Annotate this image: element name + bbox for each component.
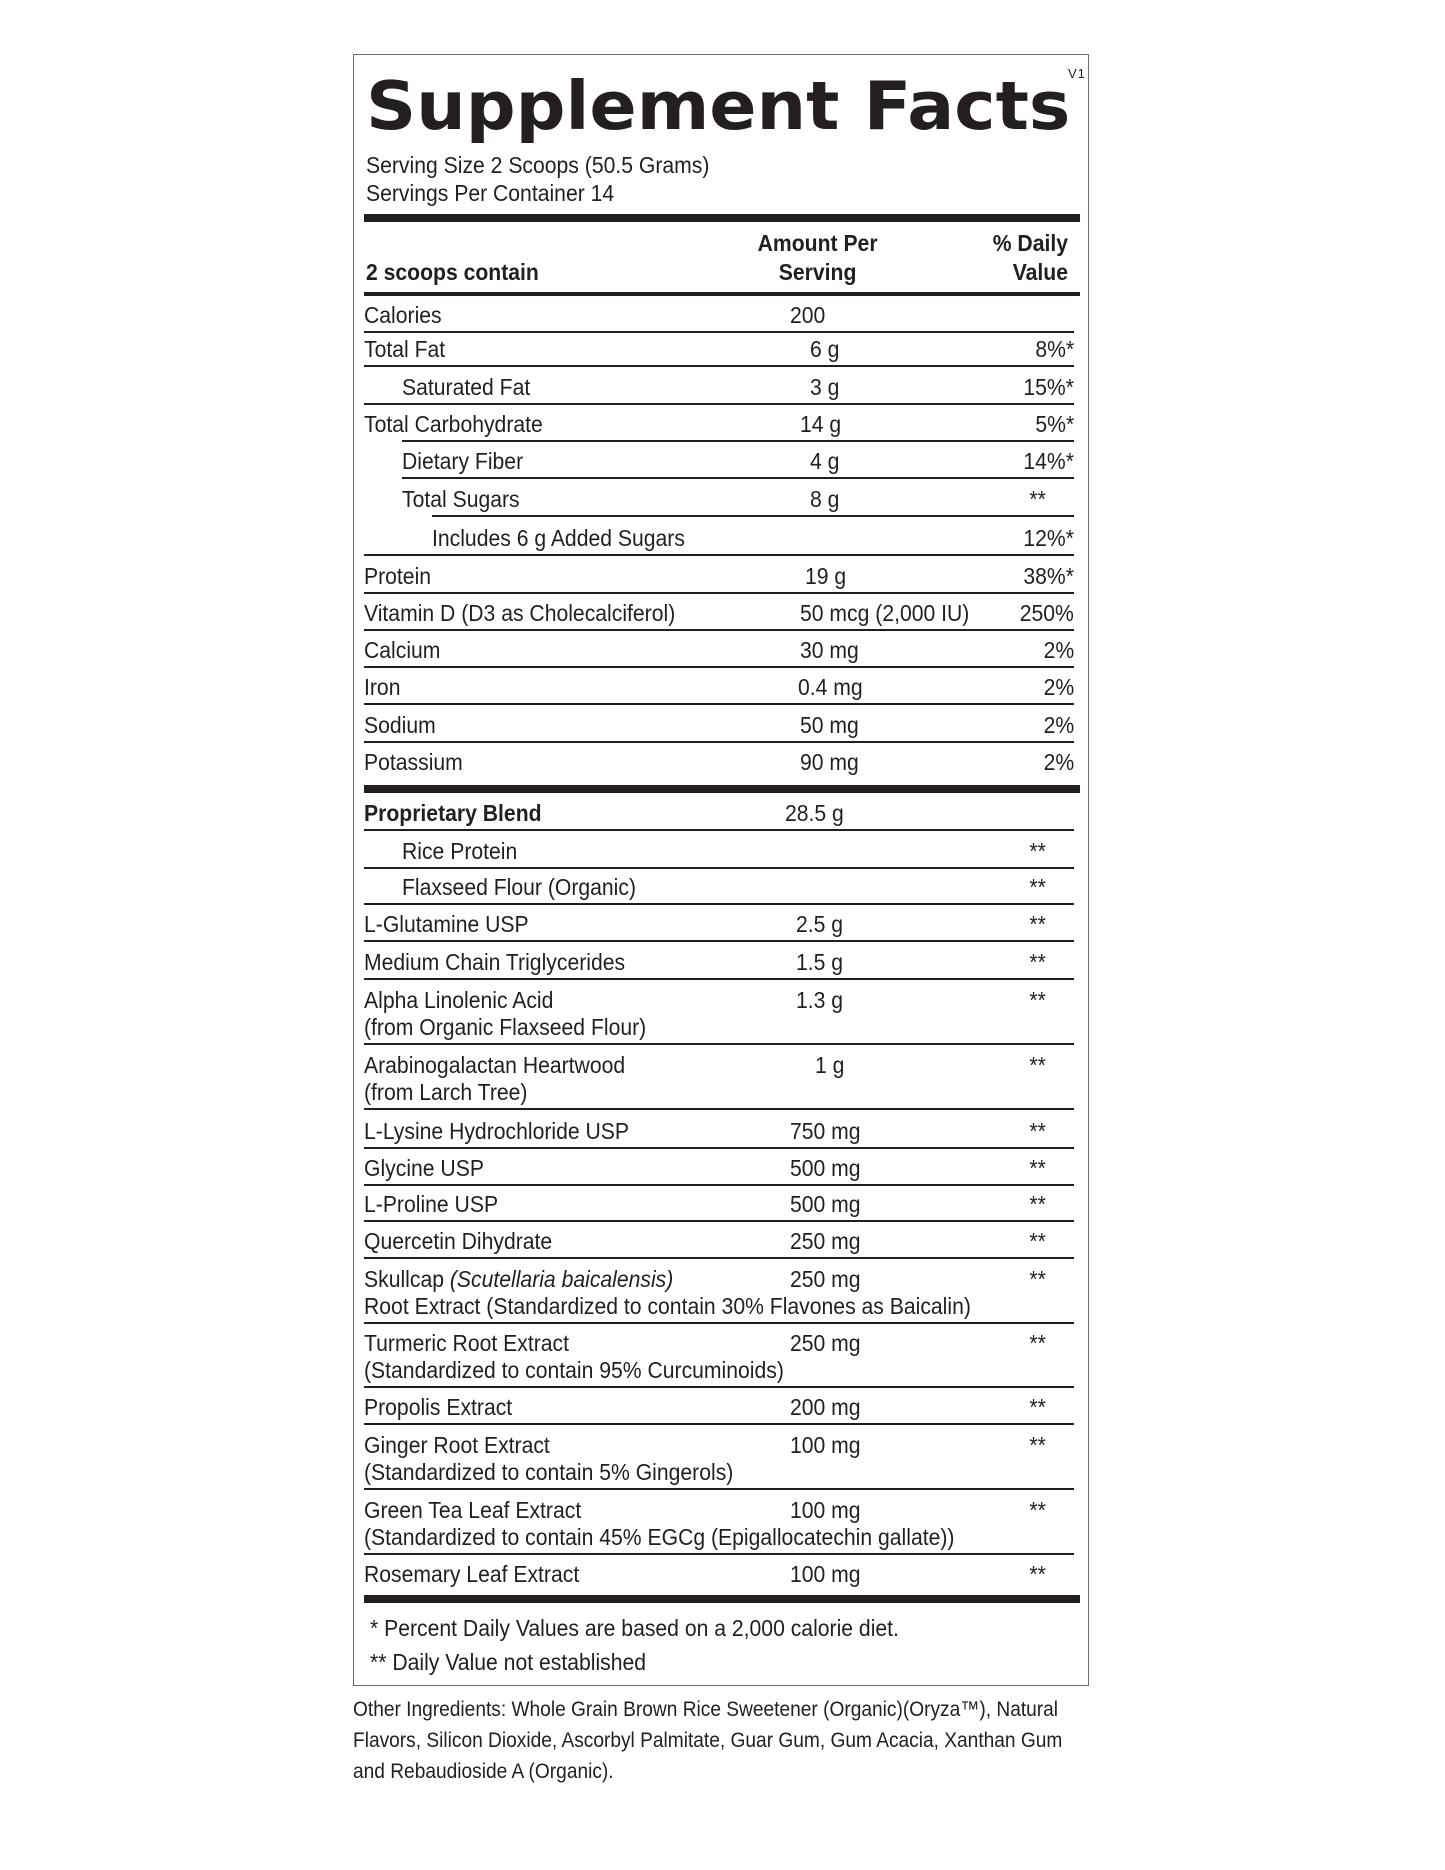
- row-name: [402, 374, 530, 401]
- table-row-rosemary-leaf-extract: [364, 1561, 1074, 1588]
- table-row-medium-chain-triglycerides: [364, 949, 1074, 976]
- table-row-turmeric-root-extract: [364, 1330, 1074, 1384]
- table-row-alpha-linolenic-acid: [364, 987, 1074, 1041]
- row-amount: 6 g: [810, 336, 840, 362]
- row-divider: [364, 592, 1074, 594]
- row-daily-value: **: [1029, 1155, 1046, 1181]
- row-daily-value: **: [1029, 1052, 1046, 1078]
- row-daily-value: 2%: [1043, 749, 1074, 775]
- row-name: [364, 1497, 581, 1524]
- row-amount: 200: [790, 302, 826, 328]
- row-daily-value: **: [1029, 838, 1046, 864]
- row-daily-value: **: [1029, 1561, 1046, 1587]
- row-amount: 200 mg: [790, 1394, 861, 1420]
- table-row-ginger-root-extract: [364, 1432, 1074, 1486]
- row-daily-value: 250%: [1019, 600, 1074, 626]
- row-divider: [364, 1220, 1074, 1222]
- row-daily-value: 8%*: [1035, 336, 1074, 362]
- row-divider: [364, 629, 1074, 631]
- footnote-daily-value-not-established: ** Daily Value not established: [370, 1649, 647, 1675]
- row-name-text: Green Tea Leaf Extract: [364, 1497, 582, 1523]
- table-row-l-glutamine-usp: [364, 911, 1074, 938]
- row-name-text: Glycine USP: [364, 1155, 484, 1181]
- version-code: V1: [1068, 66, 1086, 81]
- column-header-amount-line2: Serving: [778, 259, 857, 285]
- row-name-text: Includes 6 g Added Sugars: [432, 525, 685, 551]
- table-row-calories: [364, 302, 1074, 329]
- row-daily-value: 5%*: [1035, 411, 1074, 437]
- row-name-text: Calcium: [364, 637, 441, 663]
- row-divider: [364, 1257, 1074, 1259]
- row-name: [364, 1155, 484, 1182]
- row-amount: 50 mg: [800, 712, 859, 738]
- table-row-propolis-extract: [364, 1394, 1074, 1421]
- row-daily-value: **: [1029, 987, 1046, 1013]
- header-divider: [364, 292, 1080, 296]
- row-amount: 28.5 g: [785, 800, 844, 826]
- row-name-text: Dietary Fiber: [402, 448, 524, 474]
- row-name-text: Ginger Root Extract: [364, 1432, 550, 1458]
- column-header-dv-line2: Value: [1012, 259, 1068, 285]
- row-name-text: Vitamin D (D3 as Cholecalciferol): [364, 600, 676, 626]
- row-name-text: Flaxseed Flour (Organic): [402, 874, 637, 900]
- row-amount: 8 g: [810, 486, 840, 512]
- row-daily-value: **: [1029, 1394, 1046, 1420]
- table-row-proprietary-blend: [364, 800, 1074, 827]
- other-ingredients: Other Ingredients: Whole Grain Brown Rice Sweetener (Organic)(Oryza™), Natural Flavors, Silicon Dioxide, Ascorbyl Palmitate, Guar Gum, Gum Acacia, Xanthan Gum and Rebaudioside A (Organic).: [353, 1697, 1063, 1783]
- row-name-text: Potassium: [364, 749, 463, 775]
- row-sub-text: (Standardized to contain 45% EGCg (Epigallocatechin gallate)): [364, 1524, 955, 1550]
- row-name-text: Iron: [364, 674, 401, 700]
- row-name-text: Total Carbohydrate: [364, 411, 543, 437]
- row-amount: 50 mcg (2,000 IU): [800, 600, 970, 626]
- row-name-text: Calories: [364, 302, 442, 328]
- row-daily-value: **: [1029, 1118, 1046, 1144]
- row-name: [364, 911, 529, 938]
- table-row-rice-protein: [364, 838, 1074, 865]
- table-row-quercetin-dihydrate: [364, 1228, 1074, 1255]
- row-amount: 19 g: [805, 563, 847, 589]
- column-header-amount-line1: Amount Per: [757, 230, 878, 256]
- row-daily-value: **: [1029, 1266, 1046, 1292]
- row-sub-text: (from Organic Flaxseed Flour): [364, 1014, 647, 1040]
- row-name-text: Proprietary Blend: [364, 800, 542, 826]
- row-amount: 750 mg: [790, 1118, 861, 1144]
- row-name-text: Saturated Fat: [402, 374, 531, 400]
- row-name: [432, 525, 685, 552]
- row-name: [364, 1052, 625, 1079]
- row-name: [364, 600, 675, 627]
- row-name-text: Rice Protein: [402, 838, 518, 864]
- table-row-total-sugars: [364, 486, 1074, 513]
- row-name: [364, 1191, 498, 1218]
- servings-per-container: Servings Per Container 14: [366, 180, 615, 206]
- row-divider: [364, 829, 1074, 831]
- row-divider: [432, 515, 1074, 517]
- row-amount: 2.5 g: [796, 911, 844, 937]
- row-amount: 100 mg: [790, 1561, 861, 1587]
- row-name: [364, 411, 543, 438]
- row-divider: [364, 1553, 1074, 1555]
- row-name: [364, 1118, 629, 1145]
- row-sub-text: (from Larch Tree): [364, 1079, 528, 1105]
- row-divider: [364, 741, 1074, 743]
- row-name: [364, 800, 542, 827]
- row-daily-value: **: [1029, 874, 1046, 900]
- row-name-text: Quercetin Dihydrate: [364, 1228, 553, 1254]
- row-name: [402, 448, 523, 475]
- table-row-vitamin-d-d3-as-cholecalciferol: [364, 600, 1074, 627]
- row-daily-value: 12%*: [1023, 525, 1074, 551]
- row-amount: 250 mg: [790, 1228, 861, 1254]
- row-name: [364, 674, 400, 701]
- row-daily-value: **: [1029, 1432, 1046, 1458]
- row-sub-text: (Standardized to contain 95% Curcuminoids): [364, 1357, 784, 1383]
- row-sub-text: Root Extract (Standardized to contain 30% Flavones as Baicalin): [364, 1293, 971, 1319]
- table-row-iron: [364, 674, 1074, 701]
- row-name-text: Protein: [364, 563, 432, 589]
- table-row-potassium: [364, 749, 1074, 776]
- row-divider: [364, 903, 1074, 905]
- row-divider: [364, 1423, 1074, 1425]
- panel-title: Supplement Facts: [366, 67, 1071, 145]
- row-name: [364, 563, 431, 590]
- row-name-italic: (Scutellaria baicalensis): [449, 1266, 674, 1292]
- row-divider: [364, 666, 1074, 668]
- row-name-text: Propolis Extract: [364, 1394, 513, 1420]
- row-amount: 14 g: [800, 411, 842, 437]
- row-daily-value: 38%*: [1023, 563, 1074, 589]
- row-name: [364, 336, 445, 363]
- table-row-calcium: [364, 637, 1074, 664]
- row-amount: 3 g: [810, 374, 840, 400]
- column-header-daily-value: [950, 229, 1068, 287]
- row-divider: [364, 978, 1074, 980]
- row-name: [364, 1266, 673, 1293]
- row-divider: [364, 940, 1074, 942]
- table-row-green-tea-leaf-extract: [364, 1497, 1074, 1551]
- row-name-text: L-Lysine Hydrochloride USP: [364, 1118, 630, 1144]
- row-amount: 100 mg: [790, 1432, 861, 1458]
- row-name: [364, 987, 553, 1014]
- row-daily-value: 2%: [1043, 674, 1074, 700]
- row-name: [402, 874, 636, 901]
- row-daily-value: 2%: [1043, 637, 1074, 663]
- row-daily-value: **: [1029, 1191, 1046, 1217]
- row-sub-text: (Standardized to contain 5% Gingerols): [364, 1459, 734, 1485]
- row-name: [364, 1228, 552, 1255]
- row-name: [364, 1561, 579, 1588]
- row-divider: [364, 1322, 1074, 1324]
- row-name-text: L-Proline USP: [364, 1191, 499, 1217]
- row-amount: 100 mg: [790, 1497, 861, 1523]
- row-divider: [364, 365, 1074, 367]
- row-name: [364, 302, 442, 329]
- table-row-sodium: [364, 712, 1074, 739]
- row-name-text: Turmeric Root Extract: [364, 1330, 569, 1356]
- row-daily-value: **: [1029, 486, 1046, 512]
- row-name: [364, 1330, 569, 1357]
- row-name-text: Total Fat: [364, 336, 446, 362]
- table-row-total-fat: [364, 336, 1074, 363]
- row-amount: 250 mg: [790, 1266, 861, 1292]
- row-name: [364, 1432, 550, 1459]
- row-name: [364, 1394, 512, 1421]
- table-row-glycine-usp: [364, 1155, 1074, 1182]
- thick-divider-middle: [364, 785, 1080, 793]
- row-daily-value: 2%: [1043, 712, 1074, 738]
- row-amount: 250 mg: [790, 1330, 861, 1356]
- row-name: [402, 486, 520, 513]
- row-divider: [364, 554, 1074, 556]
- row-amount: 30 mg: [800, 637, 859, 663]
- row-divider: [364, 331, 1074, 333]
- row-divider: [402, 477, 1074, 479]
- row-amount: 90 mg: [800, 749, 859, 775]
- row-divider: [364, 403, 1074, 405]
- row-daily-value: 14%*: [1023, 448, 1074, 474]
- table-row-l-proline-usp: [364, 1191, 1074, 1218]
- footnote-percent-daily-value: * Percent Daily Values are based on a 2,000 calorie diet.: [370, 1615, 899, 1641]
- row-divider: [364, 703, 1074, 705]
- row-amount: 0.4 mg: [798, 674, 863, 700]
- row-name-text: Rosemary Leaf Extract: [364, 1561, 580, 1587]
- table-row-total-carbohydrate: [364, 411, 1074, 438]
- row-daily-value: 15%*: [1023, 374, 1074, 400]
- row-name-text: L-Glutamine USP: [364, 911, 529, 937]
- row-divider: [364, 1488, 1074, 1490]
- column-header-contains: 2 scoops contain: [366, 259, 539, 285]
- row-amount: 1.3 g: [796, 987, 844, 1013]
- column-header-dv-line1: % Daily: [992, 230, 1068, 256]
- table-row-dietary-fiber: [364, 448, 1074, 475]
- row-name: [402, 838, 517, 865]
- row-divider: [364, 1147, 1074, 1149]
- row-name-text: Total Sugars: [402, 486, 520, 512]
- table-row-protein: [364, 563, 1074, 590]
- row-name-text: Arabinogalactan Heartwood: [364, 1052, 626, 1078]
- thick-divider-bottom: [364, 1595, 1080, 1603]
- table-row-skullcap: [364, 1266, 1074, 1320]
- table-row-includes-6-g-added-sugars: [364, 525, 1074, 552]
- row-daily-value: **: [1029, 1330, 1046, 1356]
- row-divider: [364, 1184, 1074, 1186]
- row-name: [364, 749, 463, 776]
- serving-size: Serving Size 2 Scoops (50.5 Grams): [366, 152, 710, 178]
- row-divider: [364, 1108, 1074, 1110]
- row-name-text: Alpha Linolenic Acid: [364, 987, 554, 1013]
- row-name: [364, 949, 625, 976]
- column-header-amount: [744, 229, 891, 287]
- table-row-flaxseed-flour-organic: [364, 874, 1074, 901]
- row-divider: [364, 1043, 1074, 1045]
- row-daily-value: **: [1029, 949, 1046, 975]
- row-daily-value: **: [1029, 1228, 1046, 1254]
- thick-divider-top: [364, 214, 1080, 222]
- table-row-arabinogalactan-heartwood: [364, 1052, 1074, 1106]
- row-amount: 500 mg: [790, 1155, 861, 1181]
- row-name: [364, 637, 440, 664]
- row-divider: [364, 867, 1074, 869]
- row-daily-value: **: [1029, 911, 1046, 937]
- row-divider: [402, 440, 1074, 442]
- row-amount: 4 g: [810, 448, 840, 474]
- row-name: [364, 712, 436, 739]
- row-name-text: Sodium: [364, 712, 436, 738]
- row-daily-value: **: [1029, 1497, 1046, 1523]
- row-amount: 1.5 g: [796, 949, 844, 975]
- row-name-text: Medium Chain Triglycerides: [364, 949, 626, 975]
- row-amount: 1 g: [815, 1052, 845, 1078]
- row-amount: 500 mg: [790, 1191, 861, 1217]
- table-row-l-lysine-hydrochloride-usp: [364, 1118, 1074, 1145]
- table-row-saturated-fat: [364, 374, 1074, 401]
- row-name-text: Skullcap: [364, 1266, 444, 1292]
- row-divider: [364, 1386, 1074, 1388]
